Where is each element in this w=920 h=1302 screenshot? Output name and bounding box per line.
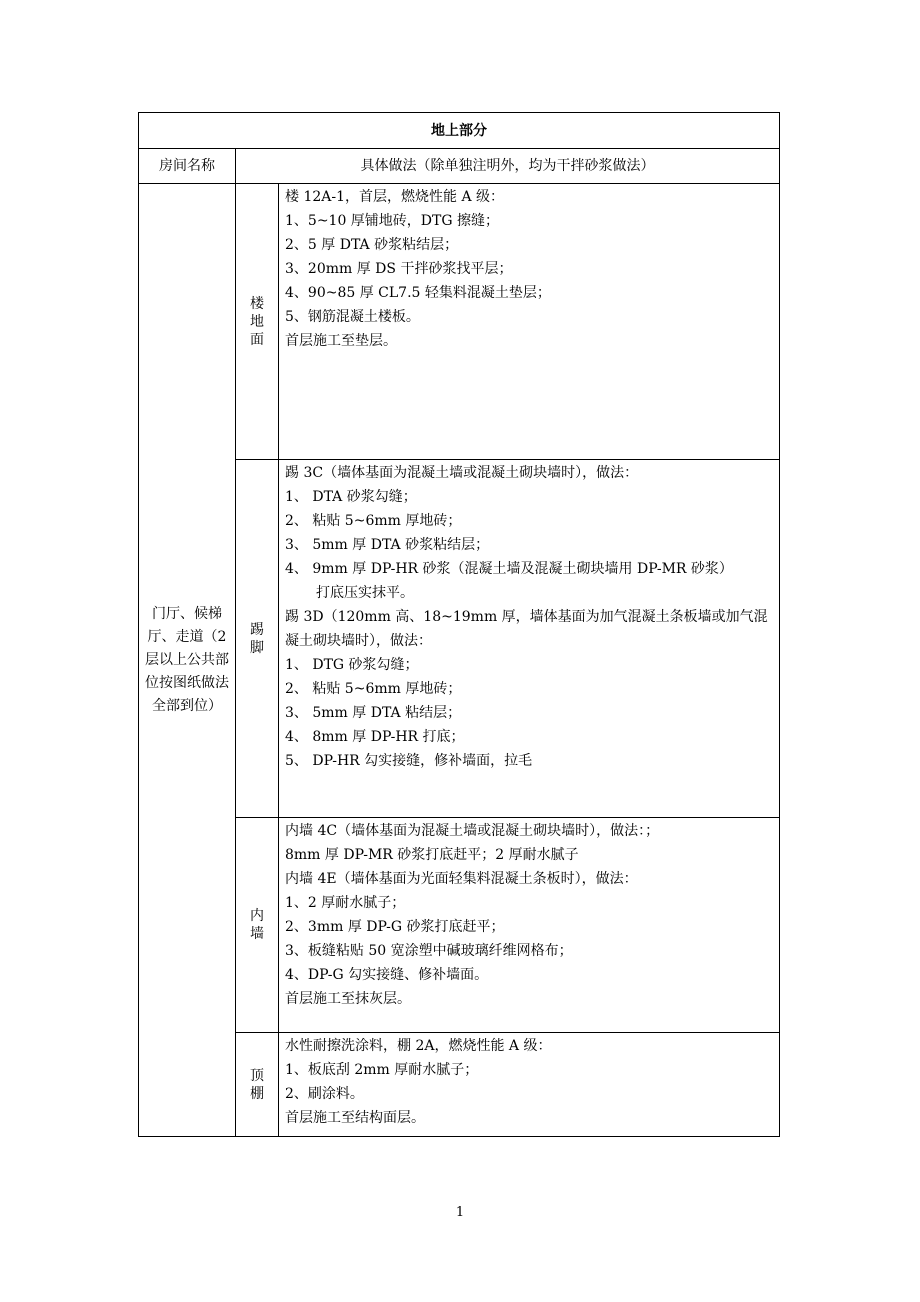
category-interior-wall <box>236 818 279 1033</box>
method-line: 内墙 4C（墙体基面为混凝土墙或混凝土砌块墙时），做法：； <box>285 823 660 839</box>
page-number: 1 <box>455 1205 465 1220</box>
method-line: 踢 3D（120mm 高、18~19mm 厚，墙体基面为加气混凝土条板墙或加气混凝土砌块墙时），做法： <box>285 609 768 649</box>
category-char: 顶 <box>250 1067 264 1084</box>
category-ceiling <box>236 1033 279 1137</box>
method-line: 打底压实抹平。 <box>316 585 414 601</box>
method-line: 首层施工至抹灰层。 <box>285 991 411 1007</box>
method-line: 首层施工至垫层。 <box>285 333 397 349</box>
method-line: 楼 12A-1，首层，燃烧性能 A 级： <box>285 189 505 205</box>
method-line: 踢 3C（墙体基面为混凝土墙或混凝土砌块墙时），做法： <box>285 465 639 481</box>
content-floor <box>279 184 780 460</box>
category-floor <box>236 184 279 460</box>
category-char: 面 <box>250 331 264 348</box>
category-char: 地 <box>250 313 264 330</box>
method-line: 4、 8mm 厚 DP-HR 打底； <box>285 729 465 745</box>
category-char: 踢 <box>250 621 264 638</box>
method-line: 3、20mm 厚 DS 干拌砂浆找平层； <box>285 261 513 277</box>
room-name-cell: 门厅、候梯厅、走道（2层以上公共部位按图纸做法全部到位） <box>139 184 236 1137</box>
method-line: 4、DP-G 勾实接缝、修补墙面。 <box>285 967 489 983</box>
method-line: 5、钢筋混凝土楼板。 <box>285 309 420 325</box>
method-line: 2、 粘贴 5~6mm 厚地砖； <box>285 513 462 529</box>
method-line: 2、5 厚 DTA 砂浆粘结层； <box>285 237 459 253</box>
category-char: 棚 <box>250 1085 264 1102</box>
method-line: 4、90~85 厚 CL7.5 轻集料混凝土垫层； <box>285 285 551 301</box>
header-room-name: 房间名称 <box>139 149 236 184</box>
method-line: 1、 DTA 砂浆勾缝； <box>285 489 417 505</box>
method-line: 2、 粘贴 5~6mm 厚地砖； <box>285 681 462 697</box>
method-line: 2、刷涂料。 <box>285 1086 364 1102</box>
method-line: 3、 5mm 厚 DTA 粘结层； <box>285 705 462 721</box>
category-char: 墙 <box>250 926 264 942</box>
method-line: 水性耐擦洗涂料，棚 2A，燃烧性能 A 级： <box>285 1038 552 1054</box>
method-line: 内墙 4E（墙体基面为光面轻集料混凝土条板时），做法： <box>285 871 638 887</box>
content-ceiling <box>279 1033 780 1137</box>
header-method: 具体做法（除单独注明外，均为干拌砂浆做法） <box>236 149 780 184</box>
method-line: 3、板缝粘贴 50 宽涂塑中碱玻璃纤维网格布； <box>285 943 573 959</box>
method-line: 2、3mm 厚 DP-G 砂浆打底赶平； <box>285 919 505 935</box>
category-char: 脚 <box>250 639 264 656</box>
method-line: 1、板底刮 2mm 厚耐水腻子； <box>285 1062 479 1078</box>
method-line: 1、 DTG 砂浆勾缝； <box>285 657 419 673</box>
category-skirting <box>236 460 279 818</box>
content-skirting <box>279 460 780 818</box>
method-line: 首层施工至结构面层。 <box>285 1110 425 1126</box>
method-line: 8mm 厚 DP-MR 砂浆打底赶平；2 厚耐水腻子 <box>285 847 579 863</box>
table-title: 地上部分 <box>139 113 780 149</box>
construction-method-table <box>138 112 780 1137</box>
method-line: 1、2 厚耐水腻子； <box>285 895 406 911</box>
method-line: 1、5~10 厚铺地砖，DTG 擦缝； <box>285 213 500 229</box>
category-char: 内 <box>250 908 264 924</box>
content-interior-wall <box>279 818 780 1033</box>
category-char: 楼 <box>250 295 264 312</box>
method-line: 5、 DP-HR 勾实接缝，修补墙面，拉毛 <box>285 753 533 769</box>
method-line: 3、 5mm 厚 DTA 砂浆粘结层； <box>285 537 490 553</box>
method-line: 4、 9mm 厚 DP-HR 砂浆（混凝土墙及混凝土砌块墙用 DP-MR 砂浆） <box>285 561 733 577</box>
